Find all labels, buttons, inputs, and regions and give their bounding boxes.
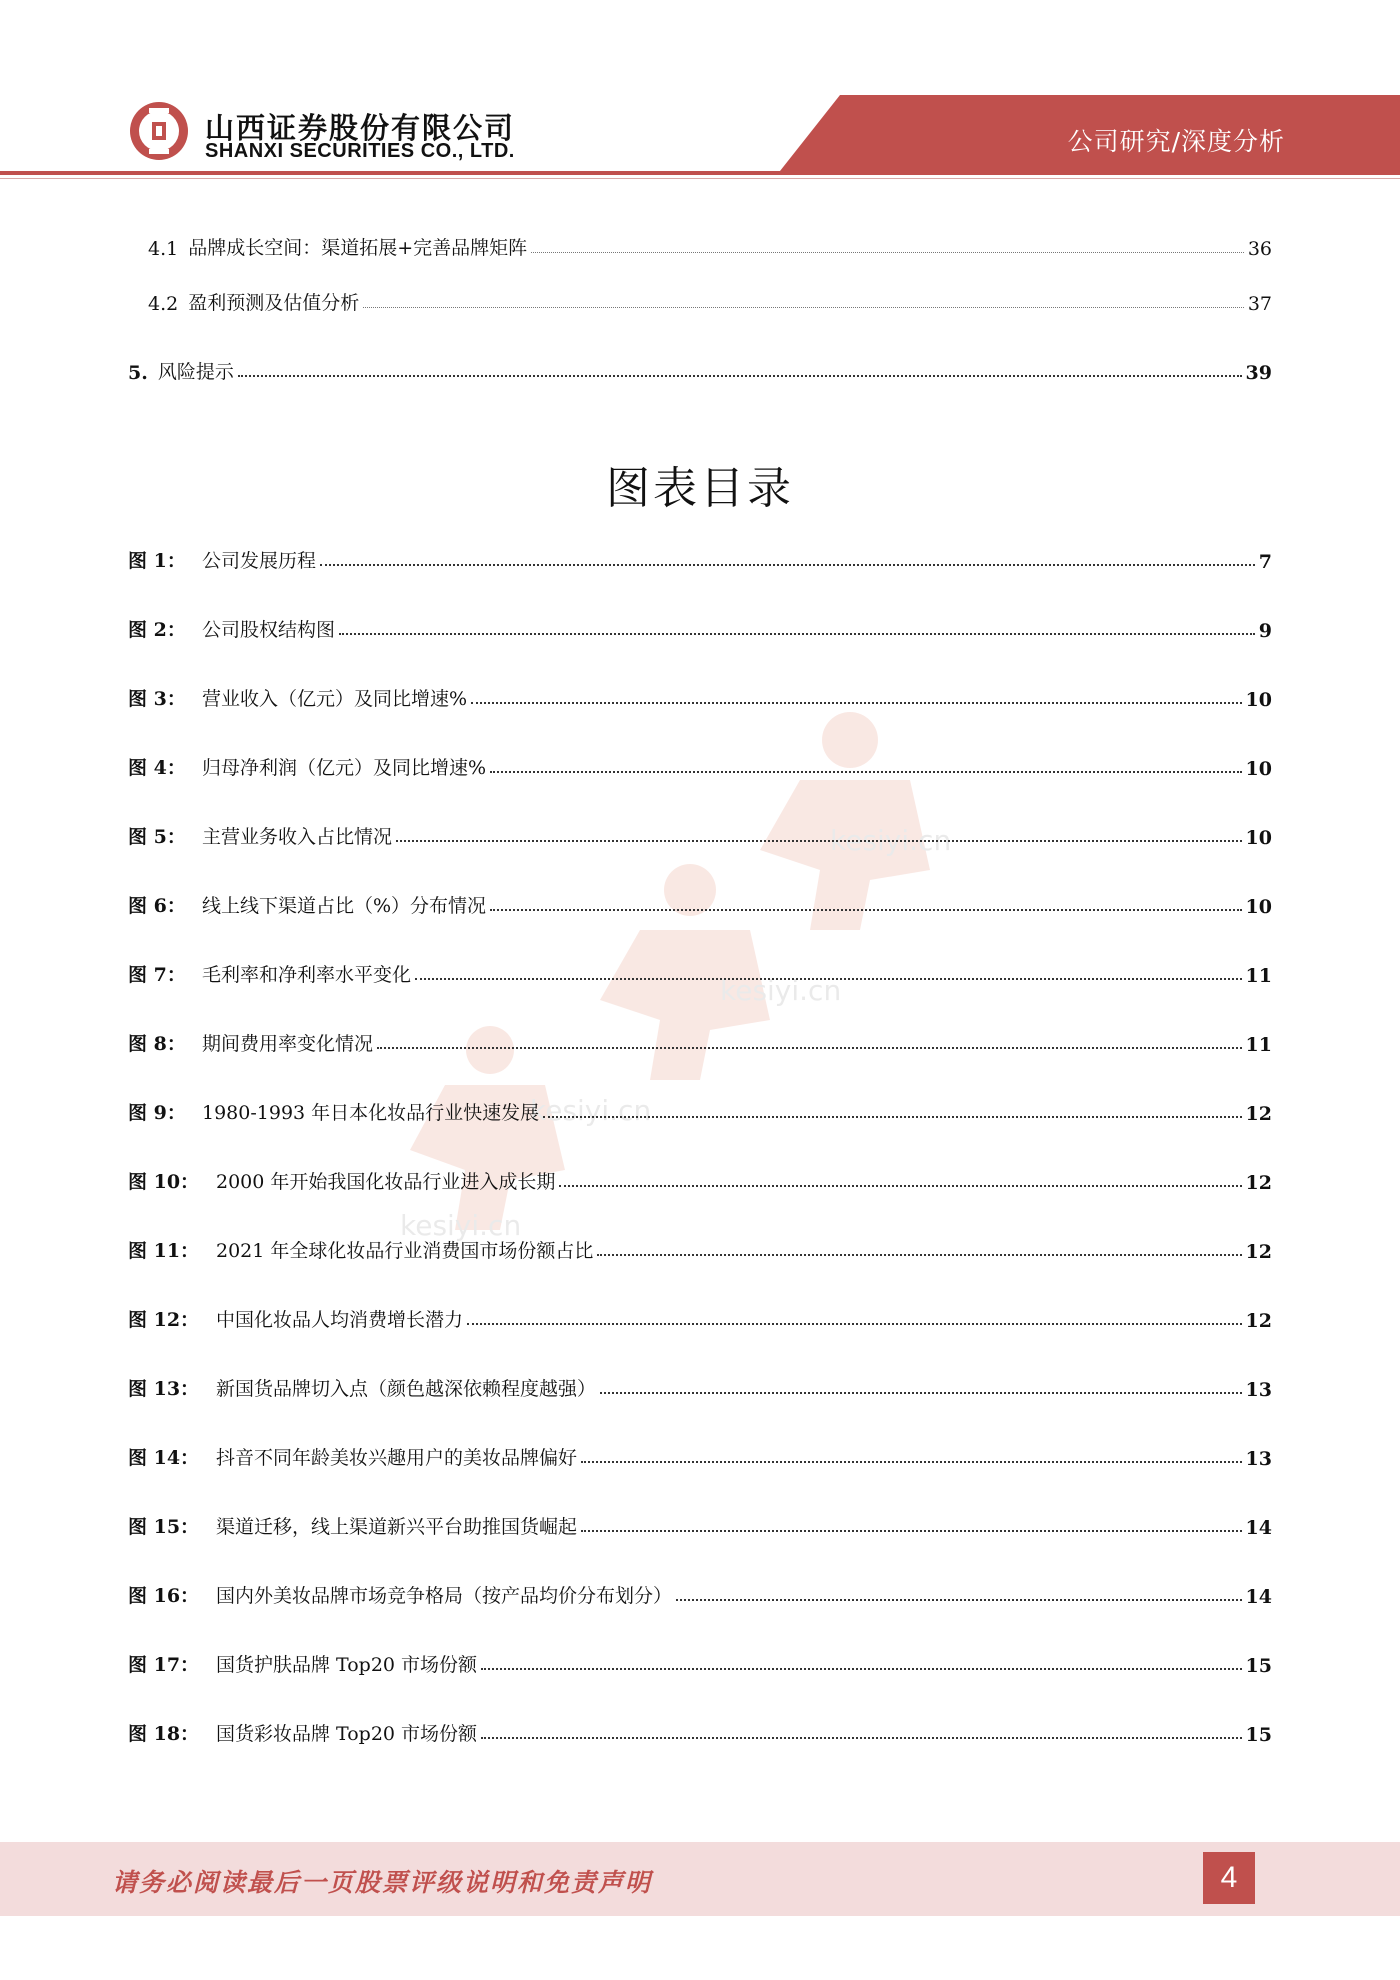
toc-entry[interactable] xyxy=(128,352,1272,384)
toc-entry-title: 品牌成长空间：渠道拓展+完善品牌矩阵 xyxy=(188,237,528,259)
toc-entry-number: 4.2 xyxy=(148,293,179,315)
figure-title: 毛利率和净利率水平变化 xyxy=(202,964,412,986)
figure-entry[interactable] xyxy=(128,817,1272,849)
toc-entry[interactable] xyxy=(148,228,1272,260)
figure-page: 11 xyxy=(1245,1034,1272,1056)
leader-dots xyxy=(481,1737,1241,1739)
leader-dots xyxy=(377,1047,1242,1049)
figure-title: 1980-1993 年日本化妆品行业快速发展 xyxy=(202,1102,540,1124)
company-name-en: SHANXI SECURITIES CO., LTD. xyxy=(205,140,515,162)
figure-entry[interactable] xyxy=(128,1231,1272,1263)
figure-label: 图 8： xyxy=(128,1033,186,1055)
figure-page: 14 xyxy=(1245,1586,1272,1608)
disclaimer-text: 请务必阅读最后一页股票评级说明和免责声明 xyxy=(112,1868,653,1897)
figure-page: 13 xyxy=(1245,1448,1272,1470)
leader-dots xyxy=(676,1599,1242,1601)
figure-toc-title: 图表目录 xyxy=(606,463,794,514)
figure-label: 图 9： xyxy=(128,1102,186,1124)
figure-entry[interactable] xyxy=(128,541,1272,573)
watermark-text: kesiyi.cn xyxy=(530,1094,652,1127)
figure-entry[interactable] xyxy=(128,1093,1272,1125)
figure-entry[interactable] xyxy=(128,610,1272,642)
figure-entry[interactable] xyxy=(128,886,1272,918)
figure-title: 中国化妆品人均消费增长潜力 xyxy=(216,1309,464,1331)
figure-page: 11 xyxy=(1245,965,1272,987)
figure-title: 新国货品牌切入点（颜色越深依赖程度越强） xyxy=(216,1378,597,1400)
figure-entry[interactable] xyxy=(128,1438,1272,1470)
figure-label: 图 2： xyxy=(128,619,186,641)
figure-page: 12 xyxy=(1245,1103,1272,1125)
leader-dots xyxy=(471,702,1241,704)
leader-dots xyxy=(559,1185,1241,1187)
figure-label: 图 7： xyxy=(128,964,186,986)
toc-entry[interactable] xyxy=(148,283,1272,315)
figure-page: 12 xyxy=(1245,1241,1272,1263)
watermark-text: kesiyi.cn xyxy=(400,1209,522,1242)
leader-dots xyxy=(320,564,1255,566)
toc-entry-page: 37 xyxy=(1247,293,1272,315)
figure-title: 期间费用率变化情况 xyxy=(202,1033,374,1055)
header-divider xyxy=(0,171,1400,175)
figure-page: 10 xyxy=(1245,758,1272,780)
figure-entry[interactable] xyxy=(128,1645,1272,1677)
leader-dots xyxy=(600,1392,1242,1394)
figure-entry[interactable] xyxy=(128,1024,1272,1056)
figure-label: 图 15： xyxy=(128,1516,200,1538)
figure-page: 15 xyxy=(1245,1724,1272,1746)
figure-title: 主营业务收入占比情况 xyxy=(202,826,393,848)
watermark-text: kesiyi.cn xyxy=(720,974,842,1007)
figure-entry[interactable] xyxy=(128,1162,1272,1194)
figure-entry[interactable] xyxy=(128,679,1272,711)
figure-title: 线上线下渠道占比（%）分布情况 xyxy=(202,895,487,917)
figure-title: 国内外美妆品牌市场竞争格局（按产品均价分布划分） xyxy=(216,1585,673,1607)
leader-dots xyxy=(481,1668,1241,1670)
leader-dots xyxy=(490,771,1241,773)
figure-label: 图 3： xyxy=(128,688,186,710)
figure-label: 图 1： xyxy=(128,550,186,572)
toc-entry-page: 39 xyxy=(1245,362,1272,384)
report-type-label: 公司研究/深度分析 xyxy=(1067,127,1285,156)
leader-dots xyxy=(597,1254,1241,1256)
toc-entry-title: 盈利预测及估值分析 xyxy=(188,292,360,314)
leader-dots xyxy=(363,307,1244,308)
figure-entry[interactable] xyxy=(128,1300,1272,1332)
figure-page: 10 xyxy=(1245,689,1272,711)
figure-entry[interactable] xyxy=(128,1507,1272,1539)
company-name-cn: 山西证券股份有限公司 xyxy=(205,111,516,145)
figure-title: 抖音不同年龄美妆兴趣用户的美妆品牌偏好 xyxy=(216,1447,578,1469)
leader-dots xyxy=(581,1461,1242,1463)
page-number: 4 xyxy=(1203,1852,1255,1904)
leader-dots xyxy=(238,375,1242,377)
figure-title: 国货护肤品牌 Top20 市场份额 xyxy=(216,1654,478,1676)
leader-dots xyxy=(531,252,1244,253)
figure-entry[interactable] xyxy=(128,1576,1272,1608)
figure-title: 国货彩妆品牌 Top20 市场份额 xyxy=(216,1723,478,1745)
figure-title: 2021 年全球化妆品行业消费国市场份额占比 xyxy=(216,1240,594,1262)
figure-label: 图 6： xyxy=(128,895,186,917)
figure-label: 图 11： xyxy=(128,1240,200,1262)
figure-entry[interactable] xyxy=(128,1714,1272,1746)
page-header xyxy=(0,0,1400,190)
figure-label: 图 18： xyxy=(128,1723,200,1745)
figure-page: 10 xyxy=(1245,896,1272,918)
figure-label: 图 4： xyxy=(128,757,186,779)
leader-dots xyxy=(415,978,1242,980)
header-divider-thin xyxy=(0,178,1400,179)
figure-title: 2000 年开始我国化妆品行业进入成长期 xyxy=(216,1171,556,1193)
figure-title: 渠道迁移，线上渠道新兴平台助推国货崛起 xyxy=(216,1516,578,1538)
leader-dots xyxy=(396,840,1242,842)
figure-label: 图 10： xyxy=(128,1171,200,1193)
figure-page: 14 xyxy=(1245,1517,1272,1539)
leader-dots xyxy=(543,1116,1241,1118)
leader-dots xyxy=(339,633,1255,635)
figure-page: 12 xyxy=(1245,1310,1272,1332)
figure-entry[interactable] xyxy=(128,955,1272,987)
figure-label: 图 12： xyxy=(128,1309,200,1331)
figure-title: 公司股权结构图 xyxy=(202,619,336,641)
shanxi-securities-logo-icon xyxy=(128,100,190,162)
leader-dots xyxy=(490,909,1241,911)
figure-label: 图 5： xyxy=(128,826,186,848)
leader-dots xyxy=(467,1323,1242,1325)
figure-page: 9 xyxy=(1258,620,1272,642)
figure-label: 图 16： xyxy=(128,1585,200,1607)
figure-entry[interactable] xyxy=(128,1369,1272,1401)
figure-label: 图 13： xyxy=(128,1378,200,1400)
toc-entry-number: 5. xyxy=(128,362,148,384)
figure-entry[interactable] xyxy=(128,748,1272,780)
figure-title: 营业收入（亿元）及同比增速% xyxy=(202,688,468,710)
figure-title: 归母净利润（亿元）及同比增速% xyxy=(202,757,487,779)
leader-dots xyxy=(581,1530,1242,1532)
watermark-text: kesiyi.cn xyxy=(830,824,952,857)
figure-label: 图 14： xyxy=(128,1447,200,1469)
toc-entry-title: 风险提示 xyxy=(157,361,234,383)
figure-label: 图 17： xyxy=(128,1654,200,1676)
figure-page: 13 xyxy=(1245,1379,1272,1401)
figure-page: 12 xyxy=(1245,1172,1272,1194)
figure-page: 10 xyxy=(1245,827,1272,849)
figure-page: 7 xyxy=(1258,551,1272,573)
toc-entry-page: 36 xyxy=(1247,238,1272,260)
figure-page: 15 xyxy=(1245,1655,1272,1677)
toc-entry-number: 4.1 xyxy=(148,238,179,260)
figure-title: 公司发展历程 xyxy=(202,550,317,572)
